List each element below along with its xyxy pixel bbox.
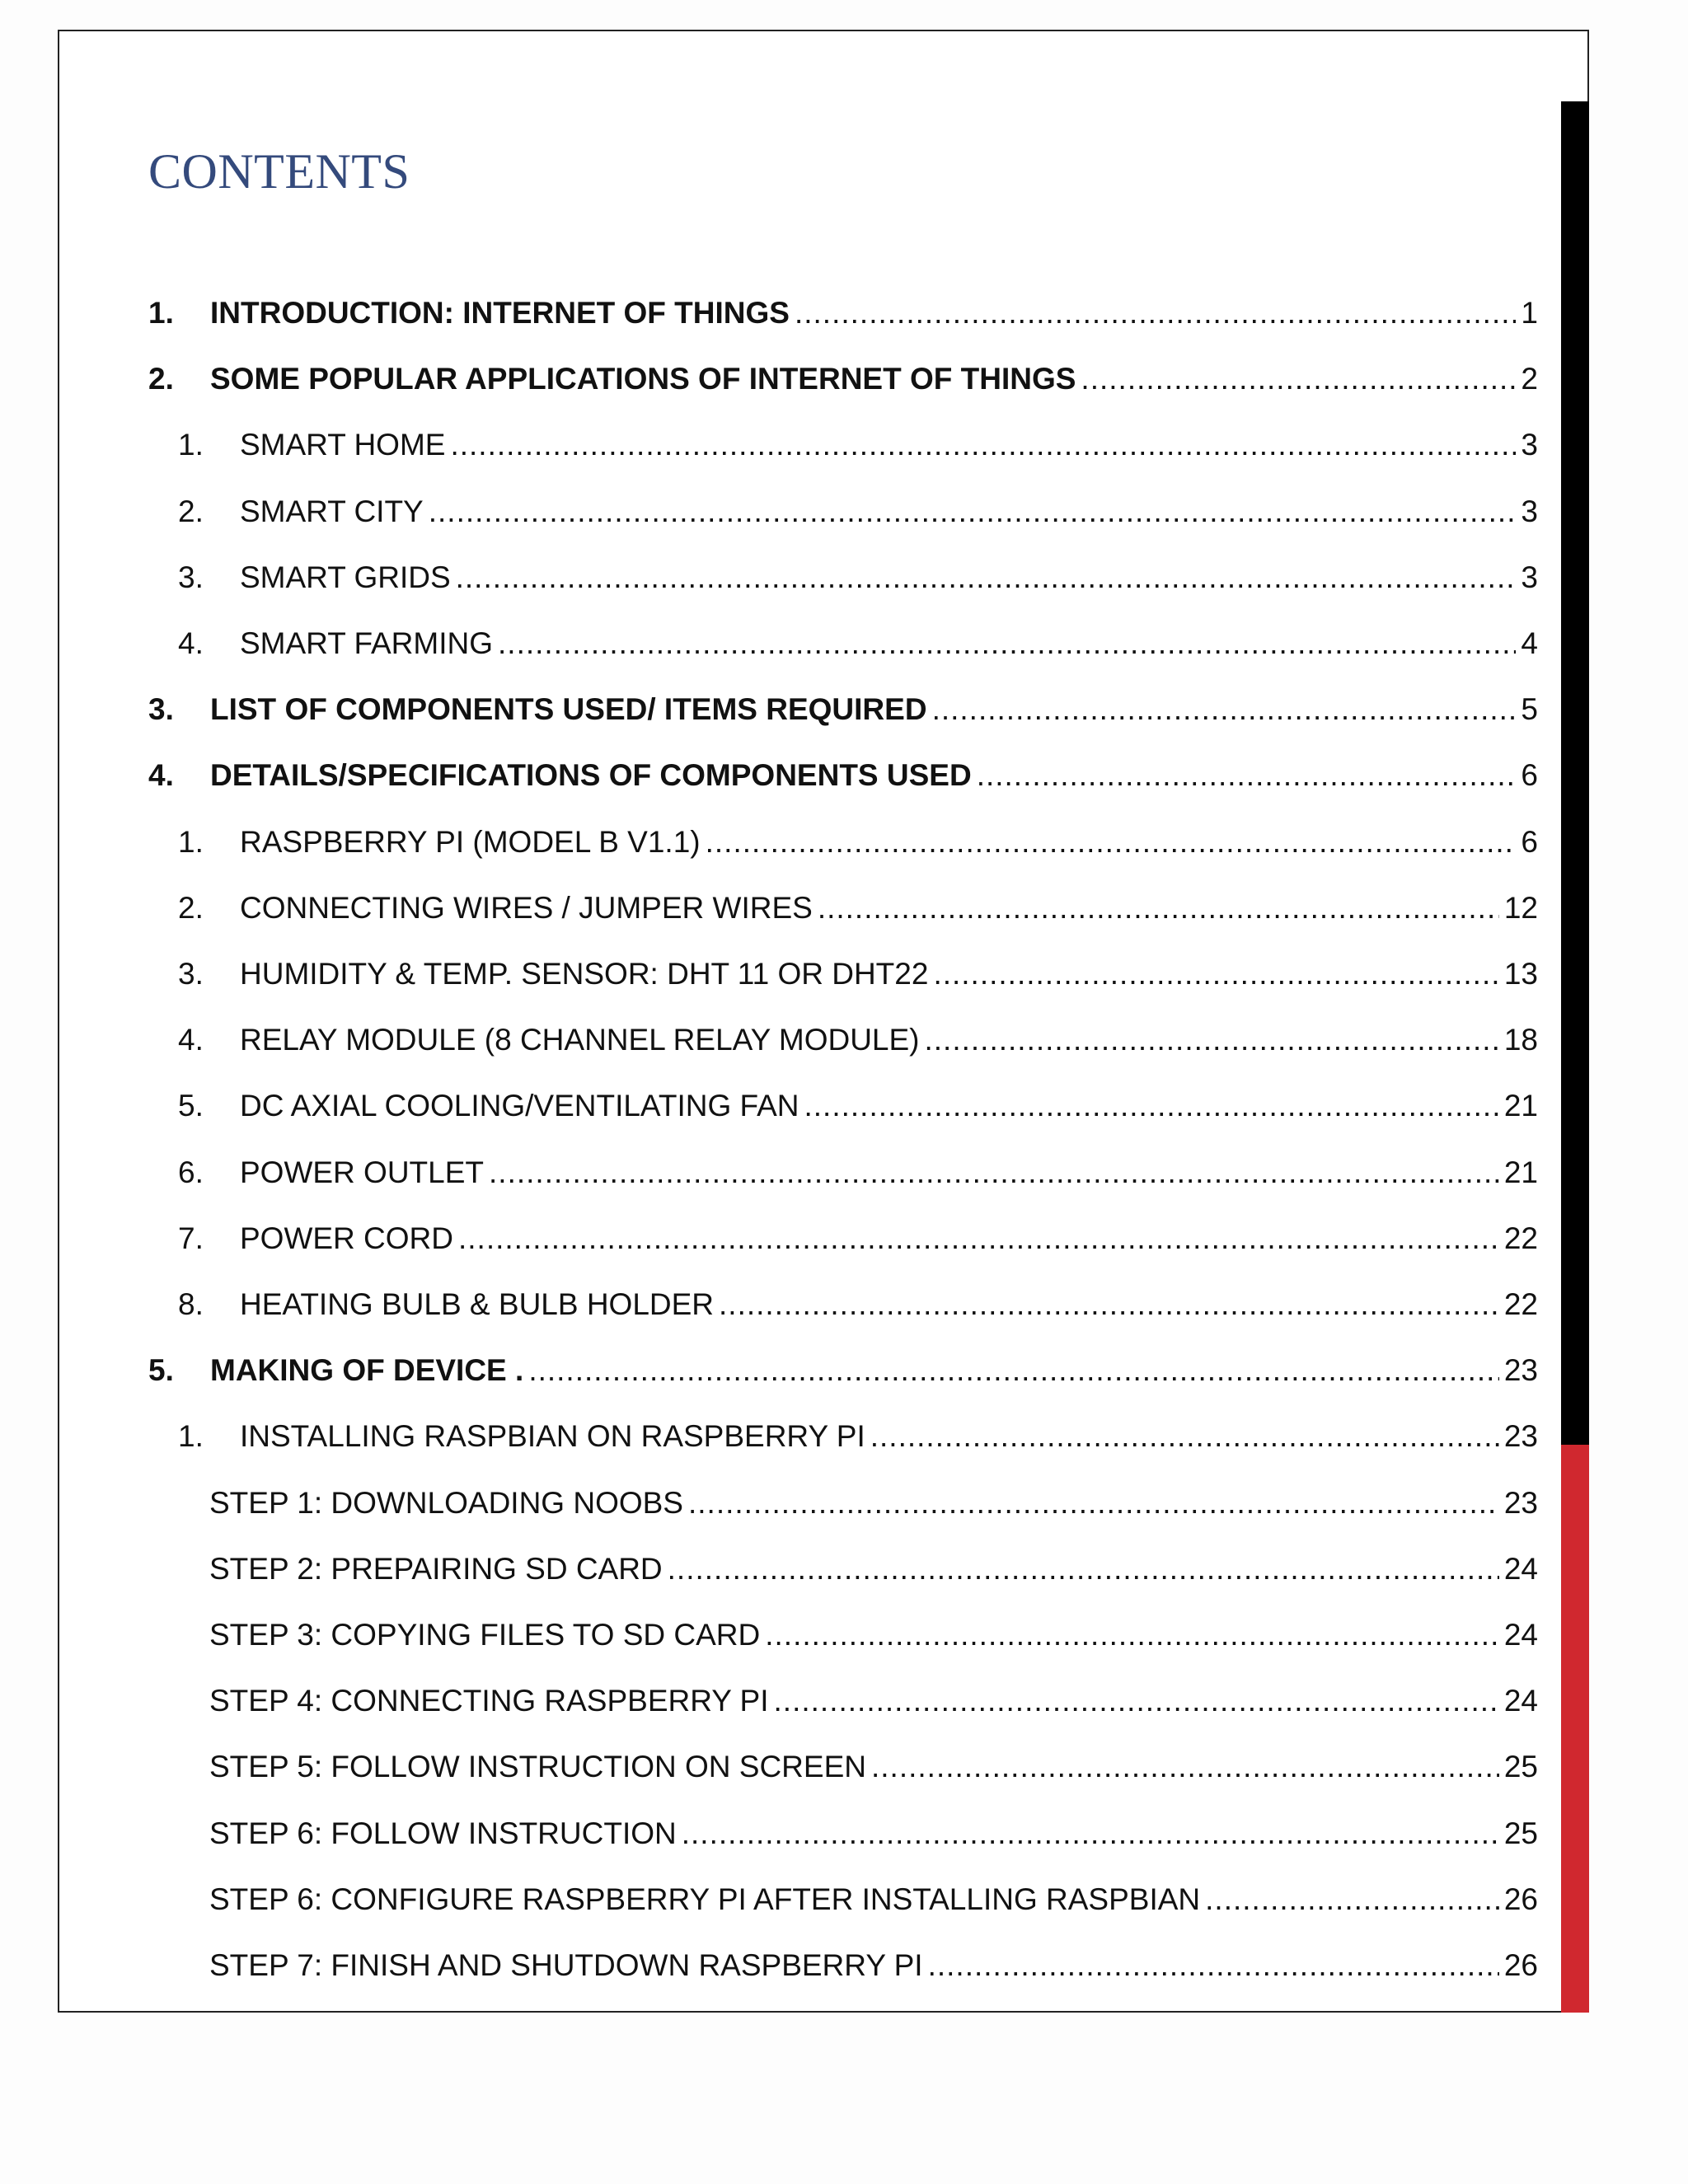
toc-entry[interactable] <box>148 1350 1538 1391</box>
toc-entry-number: 3. <box>178 957 204 991</box>
toc-page-number: 21 <box>1503 1089 1538 1122</box>
toc-entry-title: STEP 3: COPYING FILES TO SD CARD <box>209 1618 761 1652</box>
toc-page-number: 13 <box>1503 957 1538 991</box>
toc-page-number: 1 <box>1521 296 1538 330</box>
toc-entry-title: DETAILS/SPECIFICATIONS OF COMPONENTS USED <box>210 758 972 792</box>
toc-entry-title: RELAY MODULE (8 CHANNEL RELAY MODULE) <box>240 1023 920 1057</box>
toc-entry[interactable] <box>148 689 1538 730</box>
toc-entry[interactable] <box>209 1483 1538 1524</box>
toc-entry[interactable] <box>148 293 1538 334</box>
toc-entry-title: STEP 2: PREPAIRING SD CARD <box>209 1552 663 1586</box>
toc-dot-leader <box>450 424 1516 466</box>
toc-entry-number: 5. <box>148 1353 174 1387</box>
toc-entry-number: 8. <box>178 1287 204 1321</box>
toc-dot-leader <box>977 755 1517 796</box>
toc-page-number: 6 <box>1521 758 1538 792</box>
toc-page-number: 25 <box>1503 1816 1538 1850</box>
toc-entry[interactable] <box>209 1746 1538 1788</box>
toc-entry[interactable] <box>178 1416 1538 1457</box>
toc-entry-title: STEP 6: CONFIGURE RASPBERRY PI AFTER INSTALLING RASPBIAN <box>209 1882 1201 1916</box>
toc-entry-title: LIST OF COMPONENTS USED/ ITEMS REQUIRED <box>210 692 927 726</box>
toc-entry[interactable] <box>209 1879 1538 1920</box>
page-title: CONTENTS <box>148 144 410 199</box>
toc-dot-leader <box>870 1416 1499 1457</box>
toc-entry-title: CONNECTING WIRES / JUMPER WIRES <box>240 891 813 925</box>
toc-page-number: 2 <box>1521 362 1538 396</box>
toc-dot-leader <box>489 1152 1499 1193</box>
toc-entry-number: 6. <box>178 1155 204 1189</box>
toc-page-number: 23 <box>1503 1419 1538 1453</box>
toc-entry[interactable] <box>178 954 1538 995</box>
toc-page-number: 12 <box>1503 891 1538 925</box>
toc-entry-title: MAKING OF DEVICE . <box>210 1353 524 1387</box>
toc-entry-number: 2. <box>148 362 174 396</box>
toc-entry-number: 3. <box>148 692 174 726</box>
toc-entry[interactable] <box>209 1813 1538 1854</box>
toc-entry[interactable] <box>178 623 1538 664</box>
toc-entry[interactable] <box>178 1152 1538 1193</box>
toc-entry-number: 1. <box>178 428 204 462</box>
toc-page-number: 22 <box>1503 1287 1538 1321</box>
toc-page-number: 4 <box>1521 626 1538 660</box>
toc-page-number: 24 <box>1503 1552 1538 1586</box>
toc-dot-leader <box>925 1019 1499 1061</box>
toc-entry-number: 1. <box>178 825 204 859</box>
toc-page-number: 24 <box>1503 1684 1538 1718</box>
toc-dot-leader <box>429 491 1517 532</box>
toc-entry-title: RASPBERRY PI (MODEL B V1.1) <box>240 825 701 859</box>
toc-dot-leader <box>682 1813 1499 1854</box>
toc-entry-title: STEP 6: FOLLOW INSTRUCTION <box>209 1816 677 1850</box>
toc-page-number: 25 <box>1503 1750 1538 1783</box>
toc-entry-number: 4. <box>178 626 204 660</box>
toc-dot-leader <box>1081 359 1516 400</box>
toc-dot-leader <box>498 623 1516 664</box>
toc-entry-title: SMART HOME <box>240 428 446 462</box>
toc-entry[interactable] <box>178 1019 1538 1061</box>
toc-entry-title: STEP 4: CONNECTING RASPBERRY PI <box>209 1684 769 1718</box>
toc-page-number: 3 <box>1521 494 1538 528</box>
toc-page-number: 23 <box>1503 1353 1538 1387</box>
toc-entry[interactable] <box>178 557 1538 598</box>
toc-dot-leader <box>1205 1879 1499 1920</box>
toc-dot-leader <box>932 689 1517 730</box>
toc-entry-title: SMART GRIDS <box>240 560 451 594</box>
toc-entry-title: STEP 5: FOLLOW INSTRUCTION ON SCREEN <box>209 1750 866 1783</box>
toc-entry[interactable] <box>178 888 1538 929</box>
toc-entry-title: SMART CITY <box>240 494 424 528</box>
toc-entry[interactable] <box>148 755 1538 796</box>
toc-entry-title: INSTALLING RASPBIAN ON RASPBERRY PI <box>240 1419 865 1453</box>
toc-entry-title: SMART FARMING <box>240 626 494 660</box>
toc-dot-leader <box>528 1350 1499 1391</box>
toc-dot-leader <box>456 557 1517 598</box>
toc-entry-number: 2. <box>178 891 204 925</box>
toc-entry[interactable] <box>178 1218 1538 1259</box>
toc-entry-title: POWER CORD <box>240 1221 453 1255</box>
toc-page-number: 3 <box>1521 560 1538 594</box>
toc-page-number: 24 <box>1503 1618 1538 1652</box>
toc-page-number: 22 <box>1503 1221 1538 1255</box>
toc-entry[interactable] <box>209 1680 1538 1722</box>
toc-dot-leader <box>795 293 1516 334</box>
toc-dot-leader <box>933 954 1498 995</box>
toc-entry-number: 7. <box>178 1221 204 1255</box>
toc-entry[interactable] <box>178 491 1538 532</box>
toc-dot-leader <box>818 888 1499 929</box>
toc-entry[interactable] <box>209 1549 1538 1590</box>
toc-page-number: 23 <box>1503 1486 1538 1520</box>
toc-dot-leader <box>928 1945 1499 1986</box>
toc-page-number: 5 <box>1521 692 1538 726</box>
toc-entry-number: 4. <box>148 758 174 792</box>
toc-entry[interactable] <box>178 1085 1538 1127</box>
toc-dot-leader <box>719 1284 1499 1325</box>
toc-entry-title: INTRODUCTION: INTERNET OF THINGS <box>210 296 790 330</box>
toc-dot-leader <box>774 1680 1499 1722</box>
toc-dot-leader <box>871 1746 1499 1788</box>
toc-entry-number: 2. <box>178 494 204 528</box>
toc-entry-title: SOME POPULAR APPLICATIONS OF INTERNET OF THINGS <box>210 362 1076 396</box>
toc-entry-title: POWER OUTLET <box>240 1155 485 1189</box>
toc-dot-leader <box>458 1218 1499 1259</box>
toc-entry-number: 1. <box>148 296 174 330</box>
toc-entry-title: STEP 1: DOWNLOADING NOOBS <box>209 1486 683 1520</box>
toc-page-number: 3 <box>1521 428 1538 462</box>
toc-entry-title: HUMIDITY & TEMP. SENSOR: DHT 11 OR DHT22 <box>240 957 929 991</box>
toc-entry-title: DC AXIAL COOLING/VENTILATING FAN <box>240 1089 799 1122</box>
toc-page-number: 26 <box>1503 1882 1538 1916</box>
toc-entry[interactable] <box>178 1284 1538 1325</box>
toc-page-number: 6 <box>1521 825 1538 859</box>
toc-entry[interactable] <box>178 822 1538 863</box>
toc-page-number: 18 <box>1503 1023 1538 1057</box>
toc-page-number: 26 <box>1503 1948 1538 1982</box>
toc-dot-leader <box>688 1483 1499 1524</box>
toc-entry[interactable] <box>178 424 1538 466</box>
toc-entry-number: 5. <box>178 1089 204 1122</box>
toc-entry[interactable] <box>148 359 1538 400</box>
toc-dot-leader <box>668 1549 1499 1590</box>
toc-entry-number: 4. <box>178 1023 204 1057</box>
toc-entry-number: 1. <box>178 1419 204 1453</box>
toc-entry-title: HEATING BULB & BULB HOLDER <box>240 1287 715 1321</box>
toc-page-number: 21 <box>1503 1155 1538 1189</box>
toc-entry-number: 3. <box>178 560 204 594</box>
toc-entry[interactable] <box>209 1945 1538 1986</box>
toc-dot-leader <box>804 1085 1498 1127</box>
toc-dot-leader <box>765 1615 1499 1656</box>
toc-entry[interactable] <box>209 1615 1538 1656</box>
toc-dot-leader <box>706 822 1517 863</box>
toc-entry-title: STEP 7: FINISH AND SHUTDOWN RASPBERRY PI <box>209 1948 923 1982</box>
